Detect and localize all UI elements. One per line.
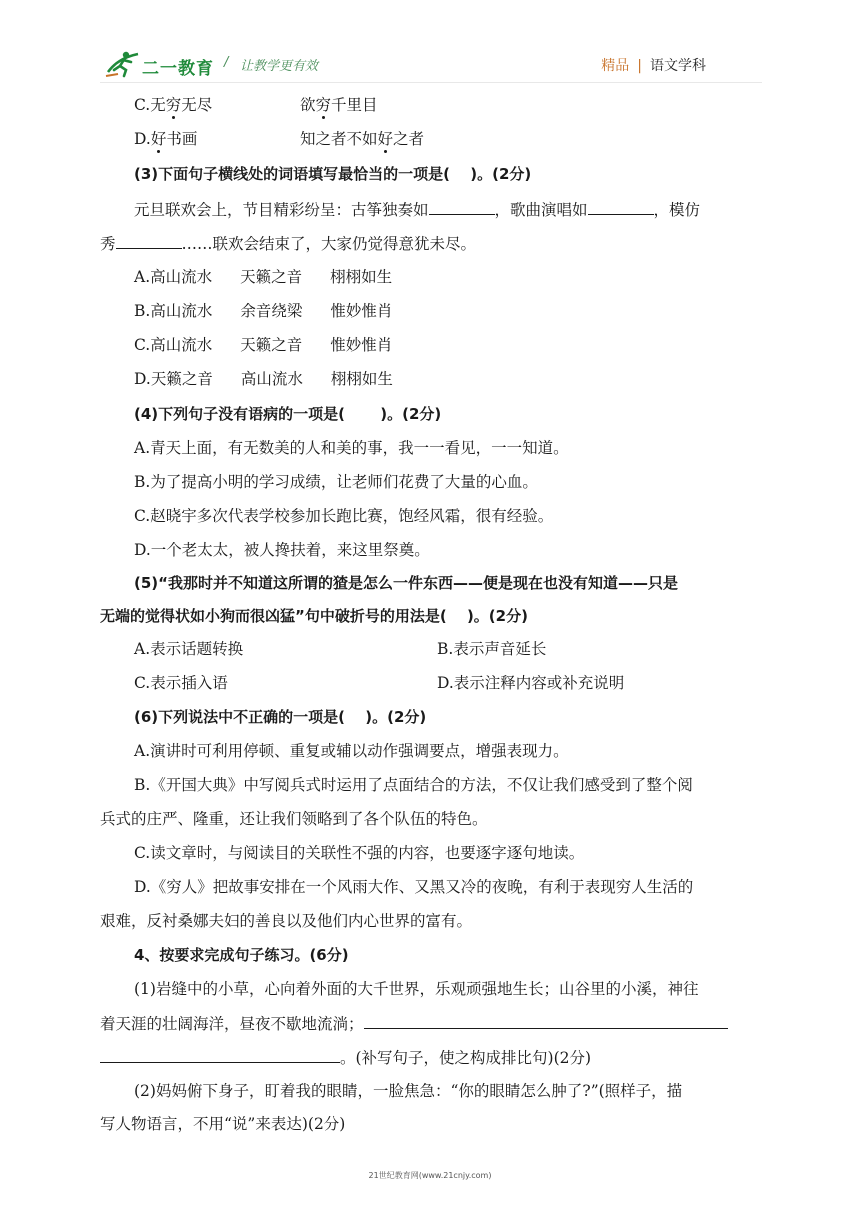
q3-option-b: B.高山流水 余音绕梁 惟妙惟肖 <box>134 302 393 320</box>
q6-title: (6)下列说法中不正确的一项是( )。(2分) <box>134 708 427 726</box>
q6-option-d-line2: 艰难，反衬桑娜夫妇的善良以及他们内心世界的富有。 <box>100 912 473 930</box>
s4-q1-line3: 。(补写句子，使之构成排比句)(2分) <box>100 1046 591 1069</box>
q2-option-c-example: 欲穷千里目 <box>300 96 378 114</box>
s4-q1-line1: (1)岩缝中的小草，心向着外面的大千世界，乐观顽强地生长；山谷里的小溪，神往 <box>134 980 699 998</box>
q3-title: (3)下面句子横线处的词语填写最恰当的一项是( )。(2分) <box>134 165 532 183</box>
q5-option-c: C.表示插入语 <box>134 674 228 692</box>
quality-tag: 精品 <box>601 58 630 74</box>
q3-option-d: D.天籁之音 高山流水 栩栩如生 <box>134 370 393 388</box>
logo-text: 二一教育 <box>142 59 214 79</box>
q6-option-d-line1: D.《穷人》把故事安排在一个风雨大作、又黑又冷的夜晚，有利于表现穷人生活的 <box>134 878 694 896</box>
q6-option-b-line2: 兵式的庄严、隆重，还让我们领略到了各个队伍的特色。 <box>100 810 488 828</box>
q5-option-a: A.表示话题转换 <box>134 640 244 658</box>
q3-option-c: C.高山流水 天籁之音 惟妙惟肖 <box>134 336 393 354</box>
header-tags <box>601 55 706 75</box>
s4-q1-line2: 着天涯的壮阔海洋，昼夜不歇地流淌； <box>100 1012 728 1035</box>
s4-q2-line1: (2)妈妈俯下身子，盯着我的眼睛，一脸焦急：“你的眼睛怎么肿了?”(照样子，描 <box>134 1082 683 1100</box>
slogan: 让教学更有效 <box>240 59 319 74</box>
q6-option-a: A.演讲时可利用停顿、重复或辅以动作强调要点，增强表现力。 <box>134 742 569 760</box>
q3-stem-line2: 秀 ……联欢会结束了，大家仍觉得意犹未尽。 <box>100 232 476 255</box>
q5-title-line1: (5)“我那时并不知道这所谓的猹是怎么一件东西——便是现在也没有知道——只是 <box>134 574 679 592</box>
page-header <box>0 0 860 84</box>
q4-option-d: D.一个老太太，被人搀扶着，来这里祭奠。 <box>134 541 430 559</box>
q5-option-d: D.表示注释内容或补充说明 <box>437 674 625 692</box>
header-divider <box>100 82 762 83</box>
subject-tag: 语文学科 <box>650 58 706 74</box>
section4-title: 4、按要求完成句子练习。(6分) <box>134 946 349 964</box>
q4-option-b: B.为了提高小明的学习成绩，让老师们花费了大量的心血。 <box>134 473 538 491</box>
logo <box>104 46 220 80</box>
q3-stem-line1: 元旦联欢会上，节目精彩纷呈：古筝独奏如 ，歌曲演唱如 ，模仿 <box>134 198 700 221</box>
s4-q1-answer-blank-1[interactable] <box>364 1012 728 1029</box>
slogan-separator: / <box>224 55 229 70</box>
running-man-logo-icon <box>104 48 144 78</box>
q2-option-d: D.好书画 <box>134 130 198 148</box>
q3-blank-2[interactable] <box>588 198 654 215</box>
q5-option-b: B.表示声音延长 <box>437 640 547 658</box>
q2-option-d-example: 知之者不如好之者 <box>300 130 425 148</box>
q4-title: (4)下列句子没有语病的一项是( )。(2分) <box>134 405 442 423</box>
q3-option-a: A.高山流水 天籁之音 栩栩如生 <box>134 268 393 286</box>
s4-q1-answer-blank-2[interactable] <box>100 1046 340 1063</box>
q6-option-c: C.读文章时，与阅读目的关联性不强的内容，也要逐字逐句地读。 <box>134 844 585 862</box>
s4-q2-line2: 写人物语言，不用“说”来表达)(2分) <box>100 1115 346 1133</box>
header-separator: | <box>637 58 642 74</box>
page-footer: 21世纪教育网(www.21cnjy.com) <box>368 1171 492 1180</box>
q3-blank-1[interactable] <box>429 198 495 215</box>
q5-title-line2: 无端的觉得状如小狗而很凶猛”句中破折号的用法是( )。(2分) <box>100 607 528 625</box>
q6-option-b-line1: B.《开国大典》中写阅兵式时运用了点面结合的方法，不仅让我们感受到了整个阅 <box>134 776 693 794</box>
q4-option-a: A.青天上面，有无数美的人和美的事，我一一看见，一一知道。 <box>134 439 569 457</box>
q2-option-c: C.无穷无尽 <box>134 96 213 114</box>
q4-option-c: C.赵晓宇多次代表学校参加长跑比赛，饱经风霜，很有经验。 <box>134 507 554 525</box>
q3-blank-3[interactable] <box>116 232 182 249</box>
